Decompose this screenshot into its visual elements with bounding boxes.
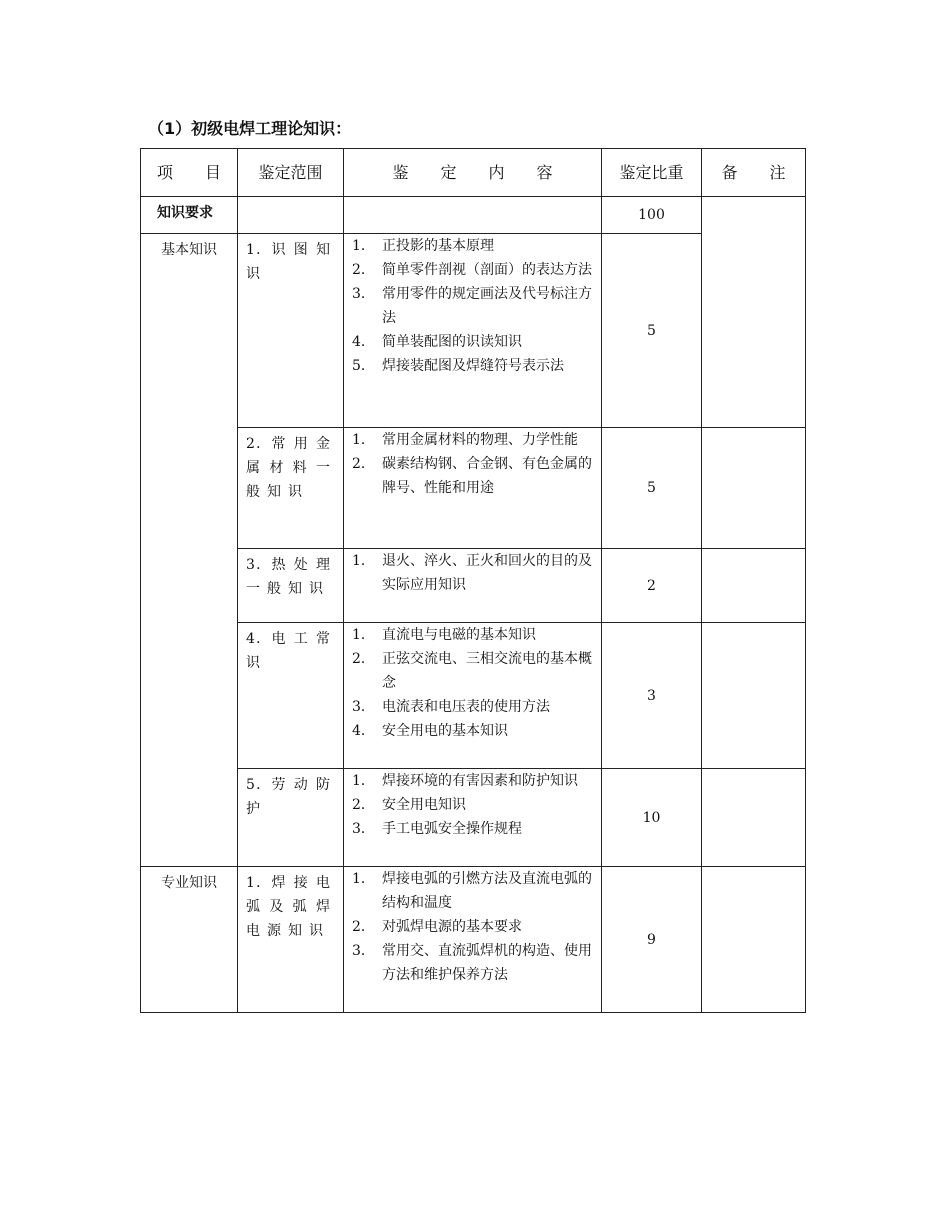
- item-number: 1．: [352, 432, 375, 448]
- item-text: 退火、淬火、正火和回火的目的及实际应用知识: [382, 553, 592, 593]
- item-number: 3．: [352, 699, 375, 715]
- table-header-row: [141, 149, 806, 197]
- item-text: 简单装配图的识读知识: [382, 334, 522, 350]
- scope-cell: [238, 769, 344, 867]
- table-row: [141, 867, 806, 1013]
- item-text: 碳素结构钢、合金钢、有色金属的牌号、性能和用途: [382, 456, 592, 496]
- weight-cell: 9: [602, 867, 702, 1013]
- list-item: [352, 793, 595, 817]
- list-item: [352, 769, 595, 793]
- item-text: 安全用电知识: [382, 797, 466, 813]
- remarks-cell: [702, 623, 806, 769]
- scope-text: 焊接电弧及弧焊电源知识: [246, 875, 337, 939]
- scope-cell: [238, 549, 344, 623]
- item-number: 4．: [352, 334, 375, 350]
- scope-number: 2．: [246, 436, 272, 452]
- scope-cell: [238, 623, 344, 769]
- list-item: [352, 330, 595, 354]
- item-number: 5．: [352, 358, 375, 374]
- item-text: 直流电与电磁的基本知识: [382, 627, 536, 643]
- item-number: 1．: [352, 871, 375, 887]
- remarks-cell: [702, 428, 806, 549]
- content-list: [344, 769, 601, 841]
- page-title: （1）初级电焊工理论知识：: [148, 119, 352, 138]
- weight-cell: 5: [602, 428, 702, 549]
- item-text: 正投影的基本原理: [382, 238, 494, 254]
- scope-text: 电工常识: [246, 631, 337, 671]
- list-item: [352, 452, 595, 500]
- scope-text: 热处理一般知识: [246, 557, 337, 597]
- remarks-cell: [702, 769, 806, 867]
- list-item: [352, 428, 595, 452]
- item-text: 常用金属材料的物理、力学性能: [382, 432, 578, 448]
- content-list: [344, 428, 601, 500]
- weight-cell: 2: [602, 549, 702, 623]
- table-row: [141, 623, 806, 769]
- knowledge-requirement-row: [141, 197, 806, 234]
- table-row: [141, 769, 806, 867]
- scope-text: 劳动防护: [246, 777, 337, 817]
- item-number: 4．: [352, 723, 375, 739]
- item-number: 3．: [352, 286, 375, 302]
- item-text: 安全用电的基本知识: [382, 723, 508, 739]
- content-list: [344, 234, 601, 378]
- list-item: [352, 867, 595, 915]
- scope-number: 1．: [246, 875, 272, 891]
- list-item: [352, 695, 595, 719]
- item-number: 1．: [352, 238, 375, 254]
- scope-number: 4．: [246, 631, 272, 647]
- list-item: [352, 234, 595, 258]
- scope-number: 1．: [246, 242, 272, 258]
- weight-cell: 5: [602, 234, 702, 428]
- item-number: 2．: [352, 919, 375, 935]
- header-content: 鉴 定 内 容: [344, 149, 602, 197]
- scope-number: 3．: [246, 557, 272, 573]
- header-weight: 鉴定比重: [602, 149, 702, 197]
- content-list: [344, 867, 601, 987]
- list-item: [352, 258, 595, 282]
- remarks-cell: [702, 197, 806, 428]
- item-number: 3．: [352, 821, 375, 837]
- content-list: [344, 623, 601, 743]
- item-text: 简单零件剖视（剖面）的表达方法: [382, 262, 592, 278]
- list-item: [352, 939, 595, 987]
- list-item: [352, 915, 595, 939]
- knowledge-requirement-label: 知识要求: [141, 197, 238, 233]
- knowledge-requirement-content: [344, 197, 602, 234]
- list-item: [352, 282, 595, 330]
- knowledge-table: [140, 148, 806, 1013]
- remarks-cell: [702, 867, 806, 1013]
- scope-text: 识图知识: [246, 242, 337, 282]
- list-item: [352, 354, 595, 378]
- item-number: 2．: [352, 797, 375, 813]
- item-number: 2．: [352, 456, 375, 472]
- item-number: 2．: [352, 262, 375, 278]
- item-number: 1．: [352, 553, 375, 569]
- item-text: 焊接环境的有害因素和防护知识: [382, 773, 578, 789]
- item-text: 电流表和电压表的使用方法: [382, 699, 550, 715]
- item-text: 对弧焊电源的基本要求: [382, 919, 522, 935]
- list-item: [352, 719, 595, 743]
- header-remarks: 备 注: [702, 149, 806, 197]
- scope-text: 常用金属材料一般知识: [246, 436, 337, 500]
- weight-cell: 3: [602, 623, 702, 769]
- list-item: [352, 549, 595, 597]
- item-text: 焊接装配图及焊缝符号表示法: [382, 358, 564, 374]
- item-number: 1．: [352, 773, 375, 789]
- item-number: 2．: [352, 651, 375, 667]
- item-number: 1．: [352, 627, 375, 643]
- item-text: 常用零件的规定画法及代号标注方法: [382, 286, 592, 326]
- remarks-cell: [702, 549, 806, 623]
- header-project: 项 目: [141, 149, 238, 197]
- item-text: 常用交、直流弧焊机的构造、使用方法和维护保养方法: [382, 943, 592, 983]
- header-scope: 鉴定范围: [238, 149, 344, 197]
- list-item: [352, 647, 595, 695]
- table-row: [141, 428, 806, 549]
- content-list: [344, 549, 601, 597]
- list-item: [352, 623, 595, 647]
- table-row: [141, 549, 806, 623]
- scope-cell: [238, 428, 344, 549]
- scope-number: 5．: [246, 777, 272, 793]
- project-basic-knowledge: 基本知识: [141, 234, 238, 867]
- weight-cell: 10: [602, 769, 702, 867]
- scope-cell: [238, 234, 344, 428]
- item-text: 正弦交流电、三相交流电的基本概念: [382, 651, 592, 691]
- list-item: [352, 817, 595, 841]
- knowledge-requirement-weight: 100: [602, 197, 702, 234]
- item-text: 焊接电弧的引燃方法及直流电弧的结构和温度: [382, 871, 592, 911]
- scope-cell: [238, 867, 344, 1013]
- item-number: 3．: [352, 943, 375, 959]
- project-professional-knowledge: 专业知识: [141, 867, 238, 1013]
- item-text: 手工电弧安全操作规程: [382, 821, 522, 837]
